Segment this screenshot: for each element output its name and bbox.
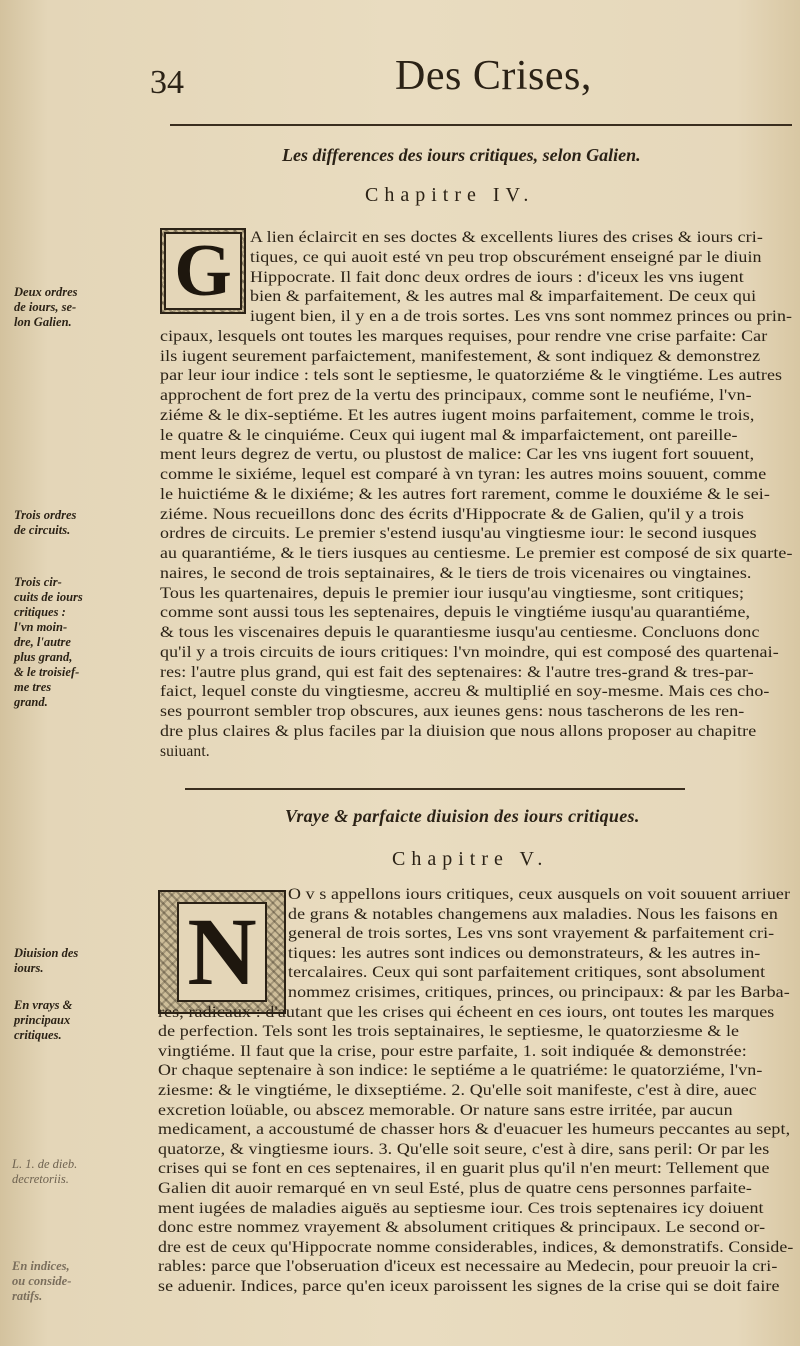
text-line: cipaux, lesquels ont toutes les marques requises, pour rendre vne crise parfaite: Car	[160, 327, 768, 345]
text-line: faict, lequel conste du vingtiesme, accreu & multiplié en soy-mesme. Mais ces cho-	[160, 683, 770, 701]
text-line: tiques: les autres sont indices ou demonstrateurs, & les autres in-	[288, 944, 761, 962]
text-line: rables: parce que l'obseruation d'iceux est necessaire au Medecin, pour preuoir la cri-	[158, 1258, 778, 1276]
text-line: Tous les quartenaires, depuis le premier iour iusqu'au vingtiesme, sont critiques;	[160, 584, 745, 602]
text-line: au quarantiéme, & le tiers iusques au centiesme. Le premier est composé de six quarte-	[160, 545, 793, 562]
text-line: vingtiéme. Il faut que la crise, pour estre parfaite, 1. soit indiquée & demonstrée:	[158, 1042, 747, 1060]
text-line: ment iugées de maladies aiguës au septiesme iour. Ces trois septenaires icy doiuent	[158, 1199, 764, 1217]
text-line: tercalaires. Ceux qui sont parfaitement critiques, sont absolument	[288, 964, 766, 982]
chapter-5-dropcap	[158, 890, 286, 1014]
running-head: Des Crises,	[395, 53, 592, 99]
margin-note: Deux ordres de iours, se- lon Galien.	[14, 285, 78, 329]
text-line: ziesme: & le vingtiéme, le dixseptiéme. 2. Qu'elle soit manifeste, c'est à dire, auec	[158, 1082, 757, 1099]
text-line: dre plus claires & plus faciles par la diuision que nous allons proposer au chapitre	[160, 722, 757, 740]
text-line: crises qui se font en ces septenaires, il en guarit plus qu'il n'en meurt: Tellement que	[158, 1160, 770, 1178]
chapter-divider-rule	[185, 788, 685, 790]
text-line: suiuant.	[160, 742, 210, 760]
text-line: ordres de circuits. Le premier s'estend iusqu'au vingtiesme iour: le second iusques	[160, 525, 757, 543]
text-line: qu'il y a trois circuits de iours critiques: l'vn moindre, qui est composé des quartenai-	[160, 643, 779, 661]
text-line: A lien éclaircit en ses doctes & excellents liures des crises & iours cri-	[250, 229, 763, 246]
text-line: naires, le second de trois septainaires, & le tiers de trois vicenaires ou vingtaines.	[160, 564, 752, 582]
text-line: comme le sixiéme, lequel est comparé à vn tyran: les autres moins souuent, comme	[160, 466, 767, 483]
text-line: quatorze, & vingtiesme iours. 3. Qu'elle soit seure, c'est à dire, sans peril: Or par les	[158, 1140, 770, 1158]
text-line: de perfection. Tels sont les trois septainaires, le septiesme, le quatorziesme & le	[158, 1023, 740, 1041]
chapter-5-heading: Vraye & parfaicte diuision des iours critiques.	[285, 806, 640, 826]
margin-note: Diuision des iours.	[14, 946, 79, 975]
text-line: de grans & notables changemens aux maladies. Nous les faisons en	[288, 905, 778, 923]
text-line: general de trois sortes, Les vns sont vrayement & parfaitement cri-	[288, 925, 775, 943]
chapter-4-label: Chapitre IV.	[365, 184, 535, 206]
chapter-4-dropcap	[160, 228, 246, 314]
text-line: par leur iour indice : tels sont le septiesme, le quatorziéme & le vingtiéme. Les autres	[160, 367, 783, 385]
text-line: medicament, a accoustumé de chasser hors & d'euacuer les humeurs peccantes au sept,	[158, 1121, 791, 1139]
text-line: res, radicaux : d'autant que les crises qui écheent en ces iours, ont toutes les marques	[158, 1003, 775, 1021]
text-line: ses pourront sembler trop obscures, aux ieunes gens: nous tascherons de les ren-	[160, 703, 745, 720]
text-line: le quatre & le cinquiéme. Ceux qui iugent mal & imparfaictement, ont pareille-	[160, 426, 738, 444]
dropcap-letter: G	[164, 232, 242, 310]
text-line: donc estre nommez vrayement & absolument critiques & principaux. Le second or-	[158, 1219, 766, 1237]
text-line: ziéme. Nous recueillons donc des écrits d'Hippocrate & de Galien, qu'il y a trois	[160, 505, 744, 523]
text-line: O v s appellons iours critiques, ceux ausquels on voit souuent arriuer	[288, 886, 791, 903]
text-line: Or chaque septenaire à son indice: le septiéme a le quatriéme: le quatorziéme, l'vn-	[158, 1062, 763, 1080]
text-line: & tous les viscenaires depuis le quarantiesme iusqu'au centiesme. Concluons donc	[160, 624, 760, 641]
margin-note: Trois ordres de circuits.	[14, 508, 77, 537]
header-rule	[170, 124, 792, 126]
page-number: 34	[150, 64, 184, 101]
margin-note: Trois cir- cuits de iours critiques : l'vn moin- dre, l'autre plus grand, & le troisief- me tres grand.	[14, 575, 83, 709]
chapter-4-heading: Les differences des iours critiques, selon Galien.	[282, 145, 641, 165]
margin-note: L. 1. de dieb. decretoriis.	[12, 1157, 78, 1186]
text-line: Galien dit auoir remarqué en vn seul Esté, plus de quatre cens personnes parfaite-	[158, 1180, 753, 1197]
text-line: ziéme & le dix-septiéme. Et les autres iugent moins parfaitement, comme le trois,	[160, 406, 755, 424]
text-line: res: l'autre plus grand, qui est fait des septenaires: & l'autre tres-grand & tres-par-	[160, 663, 754, 681]
text-line: excretion loüable, ou abscez memorable. Or nature sans estre irritée, par aucun	[158, 1101, 733, 1119]
text-line: nommez crisimes, critiques, princes, ou principaux: & par les Barba-	[288, 984, 790, 1001]
text-line: dre est de ceux qu'Hippocrate nomme considerables, indices, & demonstratifs. Conside-	[158, 1238, 794, 1256]
text-line: le huictiéme & le dixiéme; & les autres fort rarement, comme le douxiéme & le sei-	[160, 485, 770, 503]
text-line: tiques, ce qui auoit esté vn peu trop obscurément enseigné par le diuin	[250, 248, 762, 266]
margin-note: En vrays & principaux critiques.	[14, 998, 73, 1042]
text-line: ils iugent seurement parfaictement, manifestement, & sont indiquez & demonstrez	[160, 347, 761, 365]
text-line: Hippocrate. Il fait donc deux ordres de iours : d'iceux les vns iugent	[250, 268, 744, 286]
margin-note: En indices, ou conside- ratifs.	[12, 1259, 72, 1303]
text-line: ment leurs degrez de vertu, ou plustost de malice: Car les vns iugent fort souuent,	[160, 446, 755, 464]
text-line: bien & parfaitement, & les autres mal & imparfaitement. De ceux qui	[250, 288, 757, 306]
chapter-5-label: Chapitre V.	[392, 848, 549, 870]
dropcap-letter: N	[177, 902, 266, 1002]
text-line: comme sont aussi tous les septenaires, depuis le vingtiéme iusqu'au quarantiéme,	[160, 604, 751, 622]
text-line: se aduenir. Indices, parce qu'en iceux paroissent les signes de la crise qui se doit faire	[158, 1278, 780, 1295]
text-line: iugent bien, il y en a de trois sortes. Les vns sont nommez princes ou prin-	[250, 308, 793, 325]
text-line: approchent de fort prez de la vertu des principaux, comme sont le neufiéme, l'vn-	[160, 387, 752, 404]
